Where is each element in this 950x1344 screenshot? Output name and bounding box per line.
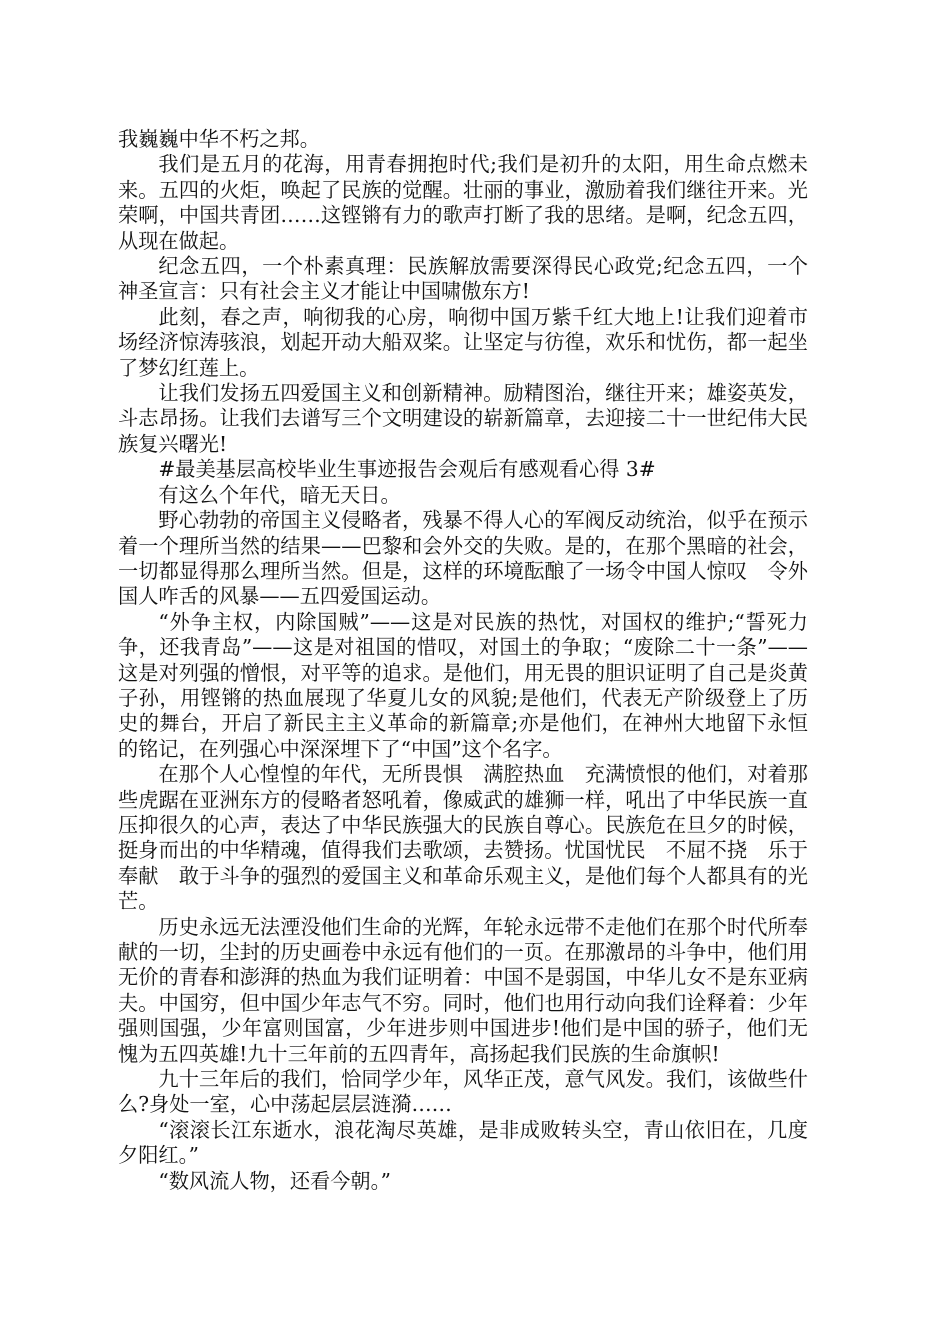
paragraph: 野心勃勃的帝国主义侵略者，残暴不得人心的军阀反动统治，似乎在预示着一个理所当然的结果——巴黎和会外交的失败。是的，在那个黑暗的社会，一切都显得那么理所当然。但是，这样的环境酝酿了一场令中国人惊叹 令外国人咋舌的风暴——五四爱国运动。 — [118, 508, 808, 609]
paragraph: 在那个人心惶惶的年代，无所畏惧 满腔热血 充满愤恨的他们，对着那些虎踞在亚洲东方的侵略者怒吼着，像威武的雄狮一样，吼出了中华民族一直压抑很久的心声，表达了中华民族强大的民族自尊心。民族危在旦夕的时候，挺身而出的中华精魂，值得我们去歌颂，去赞扬。忧国忧民 不屈不挠 乐于奉献 敢于斗争的强烈的爱国主义和革命乐观主义，是他们每个人都具有的光芒。 — [118, 762, 808, 914]
quote-paragraph: “数风流人物，还看今朝。” — [158, 1168, 391, 1193]
paragraph: “外争主权，内除国贼”——这是对民族的热忱，对国权的维护;“誓死力争，还我青岛”——这是对祖国的惜叹，对国土的争取；“废除二十一条”——这是对列强的憎恨，对平等的追求。是他们，用无畏的胆识证明了自己是炎黄子孙，用铿锵的热血展现了华夏儿女的风貌;是他们，代表无产阶级登上了历史的舞台，开启了新民主主义革命的新篇章;亦是他们，在神州大地留下永恒的铭记，在列强心中深深埋下了“中国”这个名字。 — [118, 609, 808, 761]
paragraph: 我们是五月的花海，用青春拥抱时代;我们是初升的太阳，用生命点燃未来。五四的火炬，唤起了民族的觉醒。壮丽的事业，激励着我们继往开来。光荣啊，中国共青团……这铿锵有力的歌声打断了我的思绪。是啊，纪念五四，从现在做起。 — [118, 152, 808, 253]
paragraph: 纪念五四，一个朴素真理：民族解放需要深得民心政党;纪念五四，一个神圣宣言：只有社会主义才能让中国啸傲东方! — [118, 254, 808, 304]
document-body — [118, 127, 808, 1194]
paragraph: 我巍巍中华不朽之邦。 — [118, 127, 320, 151]
paragraph: 九十三年后的我们，恰同学少年，风华正茂，意气风发。我们，该做些什么?身处一室，心中荡起层层涟漪…… — [118, 1067, 808, 1117]
quote-paragraph: “滚滚长江东逝水，浪花淘尽英雄，是非成败转头空，青山依旧在，几度夕阳红。” — [118, 1117, 808, 1168]
paragraph: 此刻，春之声，响彻我的心房，响彻中国万紫千红大地上!让我们迎着市场经济惊涛骇浪，划起开动大船双桨。让坚定与彷徨，欢乐和忧伤，都一起坐了梦幻红莲上。 — [118, 304, 808, 380]
paragraph: 让我们发扬五四爱国主义和创新精神。励精图治，继往开来；雄姿英发，斗志昂扬。让我们去谱写三个文明建设的崭新篇章，去迎接二十一世纪伟大民族复兴曙光! — [118, 381, 808, 456]
section-heading: #最美基层高校毕业生事迹报告会观后有感观看心得 3# — [158, 457, 656, 482]
paragraph: 历史永远无法湮没他们生命的光辉，年轮永远带不走他们在那个时代所奉献的一切，尘封的历史画卷中永远有他们的一页。在那激昂的斗争中，他们用无价的青春和澎湃的热血为我们证明着：中国不是弱国，中华儿女不是东亚病夫。中国穷，但中国少年志气不穷。同时，他们也用行动向我们诠释着：少年强则国强，少年富则国富，少年进步则中国进步!他们是中国的骄子，他们无愧为五四英雄!九十三年前的五四青年，高扬起我们民族的生命旗帜! — [118, 914, 808, 1066]
paragraph: 有这么个年代，暗无天日。 — [158, 482, 401, 507]
